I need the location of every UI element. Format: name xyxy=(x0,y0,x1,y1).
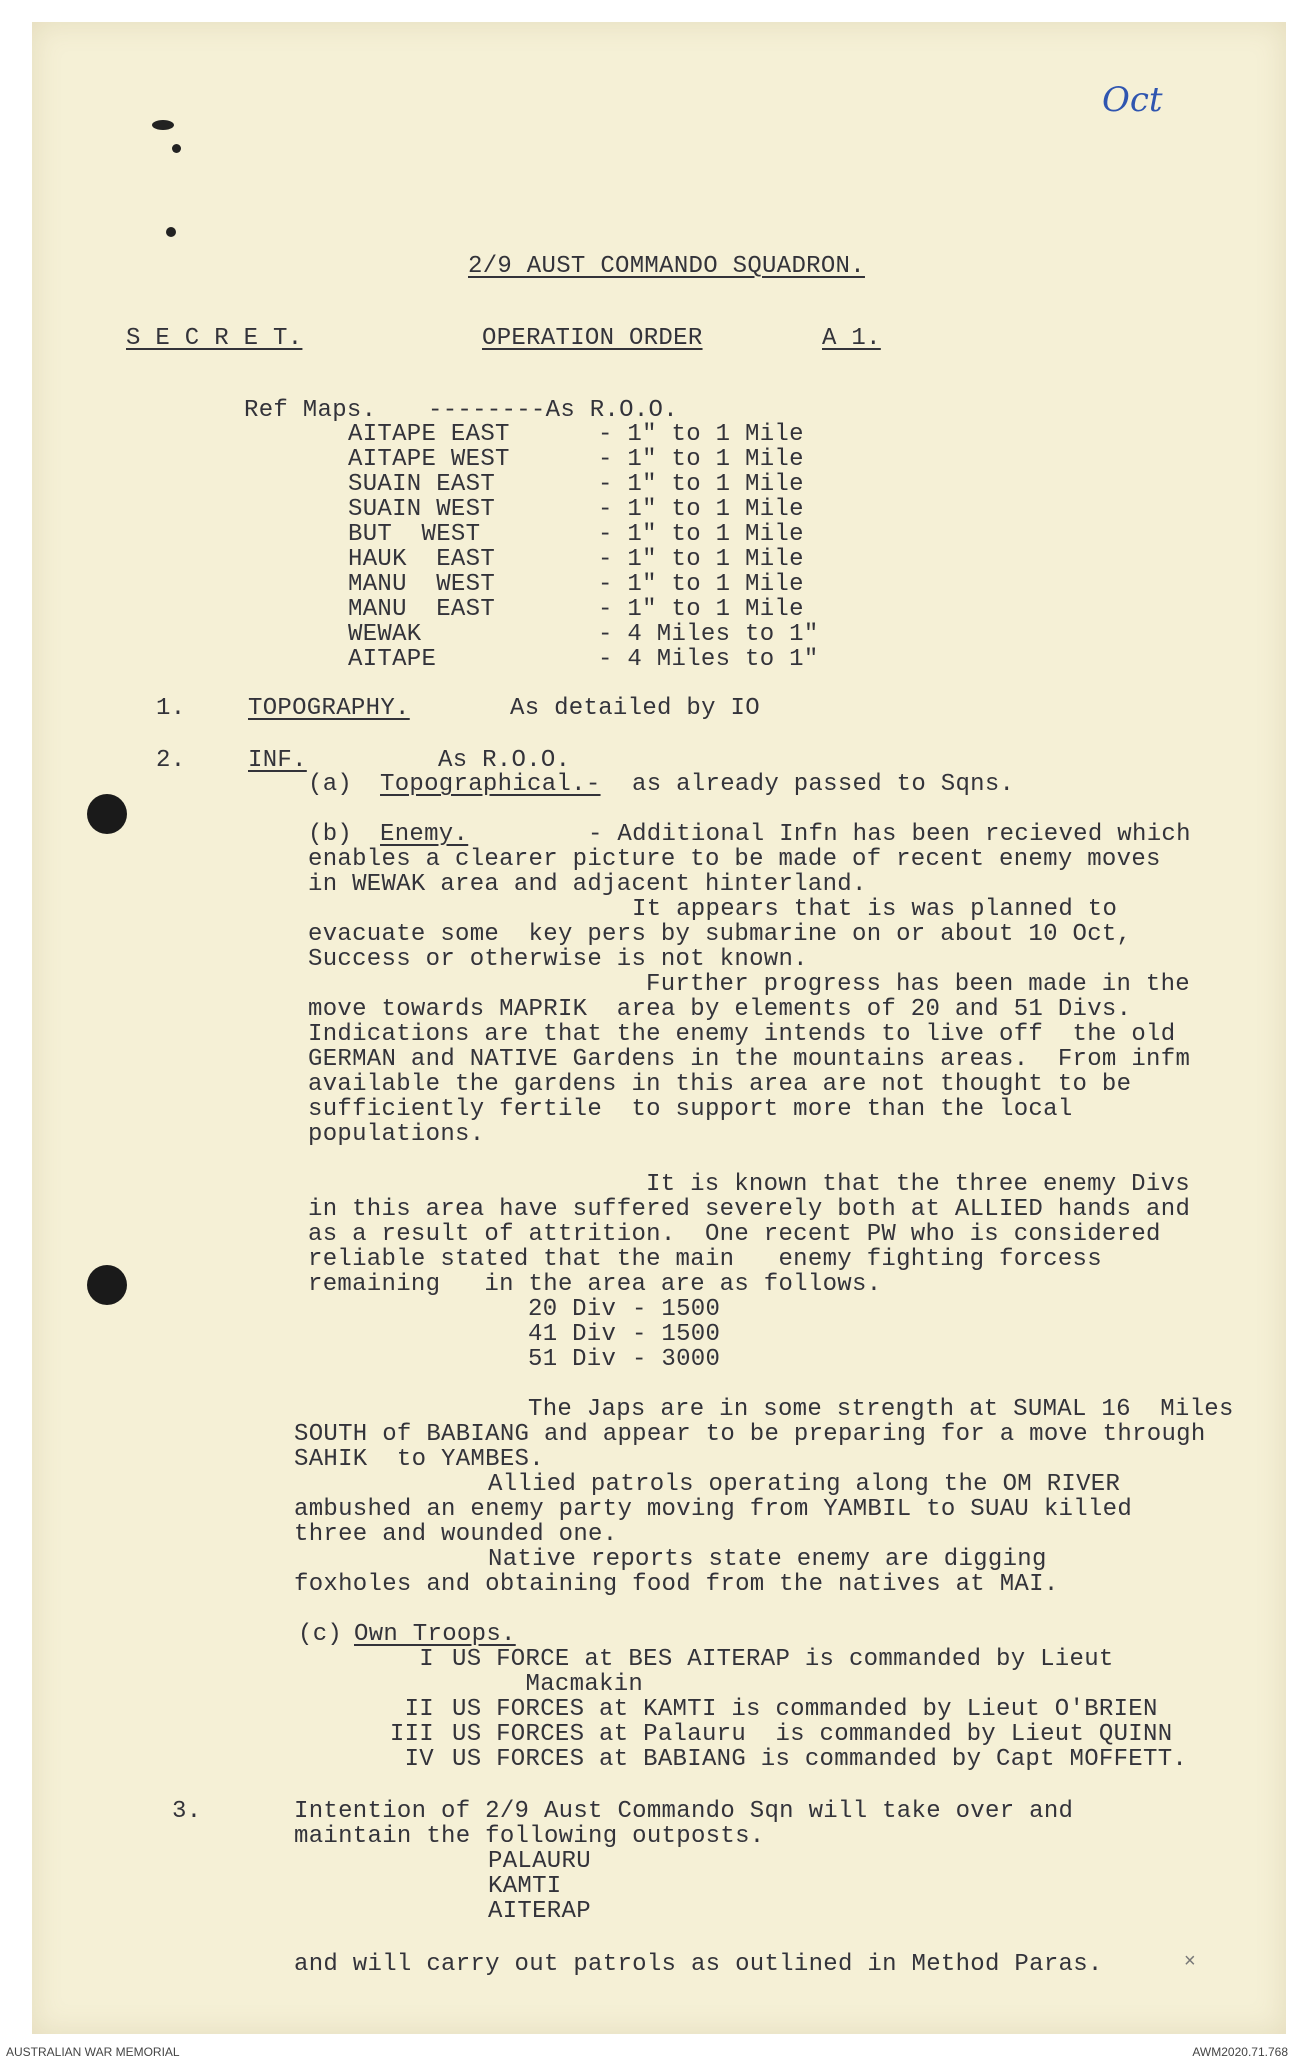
map-name: AITAPE WEST xyxy=(348,446,510,473)
map-scale: - 1" to 1 Mile xyxy=(598,471,804,498)
enemy-line: Further progress has been made in the xyxy=(646,971,1190,998)
troop-text: US FORCES at Palauru is commanded by Lieut QUINN xyxy=(452,1721,1173,1748)
map-scale: - 1" to 1 Mile xyxy=(598,521,804,548)
intention-line: maintain the following outposts. xyxy=(294,1823,765,1850)
troop-number: III xyxy=(389,1721,434,1748)
map-name: AITAPE xyxy=(348,646,437,673)
map-name: SUAIN EAST xyxy=(348,471,496,498)
map-scale: - 1" to 1 Mile xyxy=(598,596,804,623)
japs-line: foxholes and obtaining food from the natives at MAI. xyxy=(294,1571,1059,1598)
div-name: 51 Div xyxy=(528,1346,617,1373)
outpost-name: PALAURU xyxy=(488,1848,591,1875)
map-name: WEWAK xyxy=(348,621,422,648)
map-scale: - 1" to 1 Mile xyxy=(598,496,804,523)
japs-line: Allied patrols operating along the OM RIVER xyxy=(488,1471,1121,1498)
enemy-line: Indications are that the enemy intends to live off the old xyxy=(308,1021,1176,1048)
order-title: OPERATION ORDER xyxy=(482,325,703,352)
enemy-line: - Additional Infn has been recieved which xyxy=(588,821,1191,848)
div-strength: - 1500 xyxy=(632,1296,721,1323)
map-name: MANU WEST xyxy=(348,571,496,598)
map-scale: - 1" to 1 Mile xyxy=(598,446,804,473)
squadron-title: 2/9 AUST COMMANDO SQUADRON. xyxy=(468,253,865,280)
section-2-number: 2. xyxy=(156,747,186,774)
section-1-text: As detailed by IO xyxy=(510,695,760,722)
subsection-a-text: as already passed to Sqns. xyxy=(632,771,1015,798)
japs-line: SOUTH of BABIANG and appear to be preparing for a move through xyxy=(294,1421,1206,1448)
map-name: AITAPE EAST xyxy=(348,421,510,448)
punch-hole-icon xyxy=(87,794,127,834)
ref-maps-label: Ref Maps. xyxy=(244,397,377,424)
enemy-line: move towards MAPRIK area by elements of 20 and 51 Divs. xyxy=(308,996,1132,1023)
corner-mark: × xyxy=(1184,1950,1196,1972)
section-1-number: 1. xyxy=(156,695,186,722)
section-2-title: INF. xyxy=(248,747,307,774)
div-strength: - 3000 xyxy=(632,1346,721,1373)
subsection-c-label: (c) xyxy=(298,1621,343,1648)
map-scale: - 1" to 1 Mile xyxy=(598,546,804,573)
troop-number: I xyxy=(419,1646,434,1673)
troop-text: US FORCE at BES AITERAP is commanded by Lieut xyxy=(452,1646,1114,1673)
japs-line: SAHIK to YAMBES. xyxy=(294,1446,544,1473)
enemy-line: GERMAN and NATIVE Gardens in the mountains areas. From infm xyxy=(308,1046,1191,1073)
map-scale: - 4 Miles to 1" xyxy=(598,646,819,673)
div-name: 41 Div xyxy=(528,1321,617,1348)
enemy-line: remaining in the area are as follows. xyxy=(308,1271,882,1298)
closing-line: and will carry out patrols as outlined in Method Paras. xyxy=(294,1951,1103,1978)
outpost-name: AITERAP xyxy=(488,1898,591,1925)
map-scale: - 1" to 1 Mile xyxy=(598,421,804,448)
troop-number: II xyxy=(404,1696,434,1723)
ink-stain-icon xyxy=(172,144,181,153)
section-1-title: TOPOGRAPHY. xyxy=(248,695,410,722)
enemy-line: It appears that is was planned to xyxy=(632,896,1118,923)
japs-line: three and wounded one. xyxy=(294,1521,618,1548)
handwritten-annotation: Oct xyxy=(1102,80,1163,120)
enemy-line: available the gardens in this area are not thought to be xyxy=(308,1071,1132,1098)
troop-text: US FORCES at BABIANG is commanded by Capt MOFFETT. xyxy=(452,1746,1188,1773)
map-scale: - 4 Miles to 1" xyxy=(598,621,819,648)
subsection-a-label: (a) xyxy=(308,771,353,798)
punch-hole-icon xyxy=(87,1265,127,1305)
div-name: 20 Div xyxy=(528,1296,617,1323)
enemy-line: It is known that the three enemy Divs xyxy=(646,1171,1190,1198)
enemy-line: in this area have suffered severely both at ALLIED hands and xyxy=(308,1196,1191,1223)
subsection-a-title: Topographical.- xyxy=(380,771,601,798)
footer-right: AWM2020.71.768 xyxy=(1192,2045,1288,2059)
japs-line: The Japs are in some strength at SUMAL 16 Miles xyxy=(528,1396,1234,1423)
subsection-b-label: (b) xyxy=(308,821,353,848)
div-strength: - 1500 xyxy=(632,1321,721,1348)
enemy-line: reliable stated that the main enemy fighting forcess xyxy=(308,1246,1102,1273)
subsection-c-title: Own Troops. xyxy=(354,1621,516,1648)
enemy-line: Success or otherwise is not known. xyxy=(308,946,808,973)
enemy-line: as a result of attrition. One recent PW who is considered xyxy=(308,1221,1161,1248)
enemy-line: populations. xyxy=(308,1121,485,1148)
enemy-line: sufficiently fertile to support more than the local xyxy=(308,1096,1073,1123)
japs-line: Native reports state enemy are digging xyxy=(488,1546,1047,1573)
enemy-line: evacuate some key pers by submarine on or about 10 Oct, xyxy=(308,921,1132,948)
map-name: BUT WEST xyxy=(348,521,481,548)
document-page xyxy=(32,22,1286,2034)
ink-stain-icon xyxy=(152,120,174,130)
map-name: MANU EAST xyxy=(348,596,496,623)
japs-line: ambushed an enemy party moving from YAMBIL to SUAU killed xyxy=(294,1496,1133,1523)
intention-line: Intention of 2/9 Aust Commando Sqn will take over and xyxy=(294,1798,1074,1825)
map-scale: - 1" to 1 Mile xyxy=(598,571,804,598)
troop-text: Macmakin xyxy=(452,1671,644,1698)
troop-number: IV xyxy=(404,1746,434,1773)
ref-maps-lead: --------As R.O.O. xyxy=(428,397,678,424)
section-2-lead: As R.O.O. xyxy=(438,747,571,774)
troop-text: US FORCES at KAMTI is commanded by Lieut O'BRIEN xyxy=(452,1696,1158,1723)
classification-label: S E C R E T. xyxy=(126,325,303,352)
map-name: HAUK EAST xyxy=(348,546,496,573)
subsection-b-title: Enemy. xyxy=(380,821,469,848)
outpost-name: KAMTI xyxy=(488,1873,562,1900)
section-3-number: 3. xyxy=(172,1798,202,1825)
enemy-line: enables a clearer picture to be made of recent enemy moves xyxy=(308,846,1161,873)
enemy-line: in WEWAK area and adjacent hinterland. xyxy=(308,871,867,898)
footer-left: AUSTRALIAN WAR MEMORIAL xyxy=(6,2045,180,2059)
map-name: SUAIN WEST xyxy=(348,496,496,523)
ink-stain-icon xyxy=(166,227,176,237)
order-number: A 1. xyxy=(822,325,881,352)
